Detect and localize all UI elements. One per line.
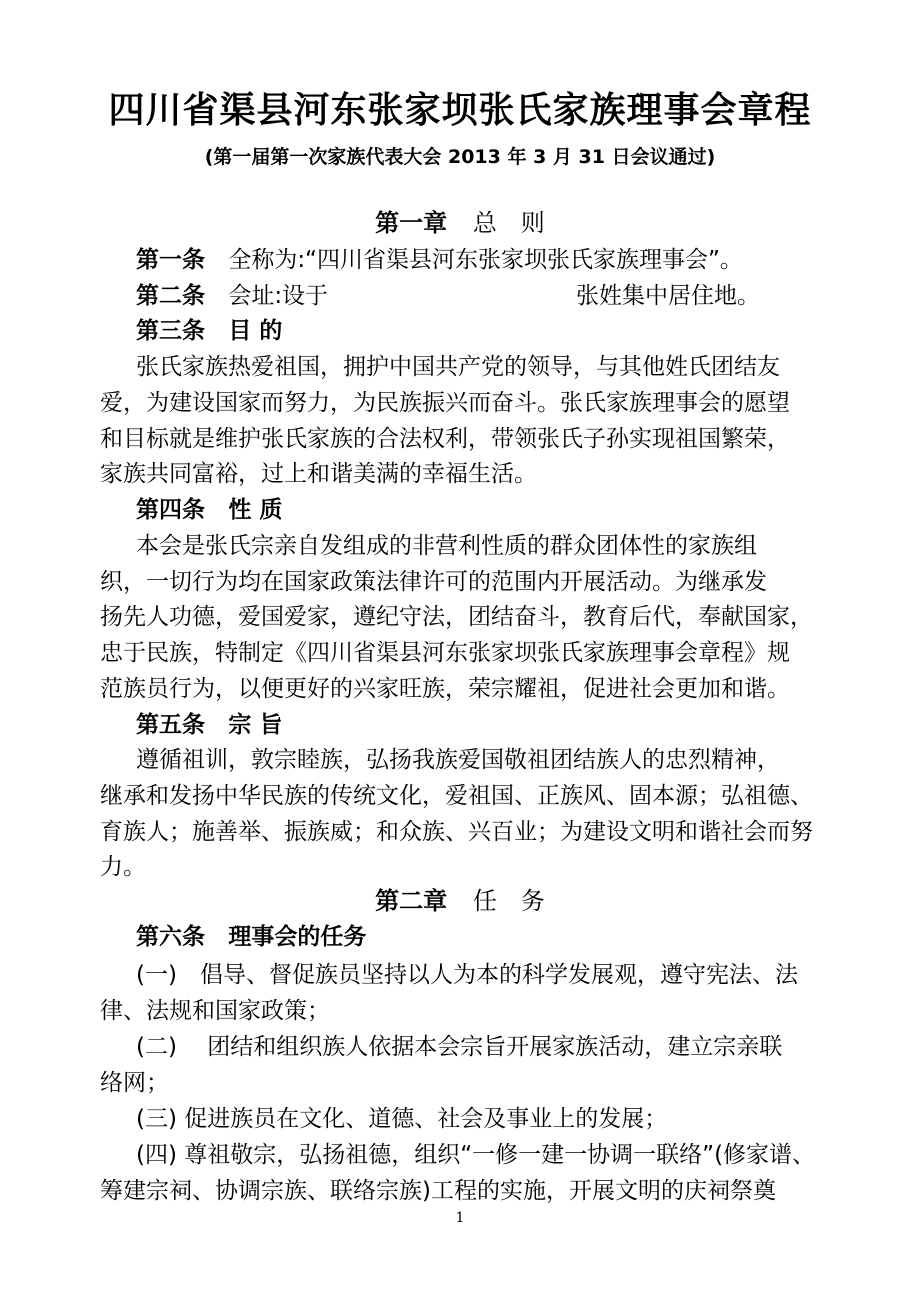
article-1-text: 全称为:“四川省渠县河东张家坝张氏家族理事会”。 (228, 247, 743, 273)
article-4-line: 本会是张氏宗亲自发组成的非营利性质的群众团体性的家族组 (136, 533, 757, 559)
article-1-label: 第一条 (136, 247, 205, 273)
article-6-item-cont: 筹建宗祠、协调宗族、联络宗族)工程的实施，开展文明的庆祠祭奠 (100, 1178, 776, 1204)
article-6-item: (一) 倡导、督促族员坚持以人为本的科学发展观，遵守宪法、法 (136, 962, 798, 988)
article-5-line: 继承和发扬中华民族的传统文化，爱祖国、正族风、固本源；弘祖德、 (100, 783, 813, 809)
article-1 (136, 243, 866, 277)
article-6-item-cont: 律、法规和国家政策； (100, 998, 330, 1024)
chapter-1-heading (0, 206, 920, 240)
article-5-label: 第五条 (136, 712, 205, 738)
article-6-item: (四) 尊祖敬宗，弘扬祖德，组织“一修一建一协调一联络”(修家谱、 (136, 1142, 816, 1168)
article-4-line: 扬先人功德，爱国爱家，遵纪守法，团结奋斗，教育后代，奉献国家， (100, 604, 813, 630)
article-3-line: 家族共同富裕，过上和谐美满的幸福生活。 (100, 461, 537, 487)
article-6-label: 第六条 (136, 924, 205, 950)
article-5-line: 遵循祖训，敦宗睦族，弘扬我族爱国敬祖团结族人的忠烈精神， (136, 747, 780, 773)
article-2-text: 会址:设于 (228, 283, 329, 309)
article-3-line: 爱，为建设国家而努力，为民族振兴而奋斗。张氏家族理事会的愿望 (100, 390, 790, 416)
article-2-text-2: 张姓集中居住地。 (576, 283, 760, 309)
article-5-heading (136, 708, 866, 742)
article-4-line: 织，一切行为均在国家政策法律许可的范围内开展活动。为继承发 (100, 569, 767, 595)
article-5-line: 育族人；施善举、振族威；和众族、兴百业；为建设文明和谐社会而努 (100, 819, 813, 845)
page-number: 1 (455, 1210, 465, 1226)
chapter-2-label: 第二章 (375, 887, 448, 915)
chapter-2-heading (0, 884, 920, 918)
article-4-line: 忠于民族，特制定《四川省渠县河东张家坝张氏家族理事会章程》规 (100, 640, 790, 666)
article-6-name: 理事会的任务 (228, 924, 367, 950)
article-5-name: 宗 旨 (228, 712, 283, 738)
article-3-heading (136, 314, 866, 348)
article-6-item: (二) 团结和组织族人依据本会宗旨开展家族活动，建立宗亲联 (136, 1034, 783, 1060)
article-4-line: 范族员行为，以便更好的兴家旺族，荣宗耀祖，促进社会更加和谐。 (100, 676, 790, 702)
article-2 (136, 279, 866, 313)
document-subtitle: (第一届第一次家族代表大会 2013 年 3 月 31 日会议通过) (204, 146, 716, 168)
article-2-label: 第二条 (136, 283, 205, 309)
article-4-label: 第四条 (136, 497, 205, 523)
article-4-heading (136, 493, 866, 527)
chapter-1-label: 第一章 (375, 209, 448, 237)
chapter-1-name: 总 则 (472, 209, 545, 237)
article-3-label: 第三条 (136, 318, 205, 344)
article-4-name: 性 质 (228, 497, 283, 523)
document-title: 四川省渠县河东张家坝张氏家族理事会章程 (108, 90, 812, 131)
article-6-item-cont: 络网； (100, 1070, 169, 1096)
article-5-line: 力。 (100, 854, 146, 880)
article-3-line: 和目标就是维护张氏家族的合法权利，带领张氏子孙实现祖国繁荣， (100, 426, 790, 452)
article-6-item: (三) 促进族员在文化、道德、社会及事业上的发展； (136, 1106, 668, 1132)
article-3-name: 目 的 (228, 318, 283, 344)
chapter-2-name: 任 务 (472, 887, 545, 915)
article-6-heading (136, 920, 866, 954)
article-3-line: 张氏家族热爱祖国，拥护中国共产党的领导，与其他姓氏团结友 (136, 354, 780, 380)
